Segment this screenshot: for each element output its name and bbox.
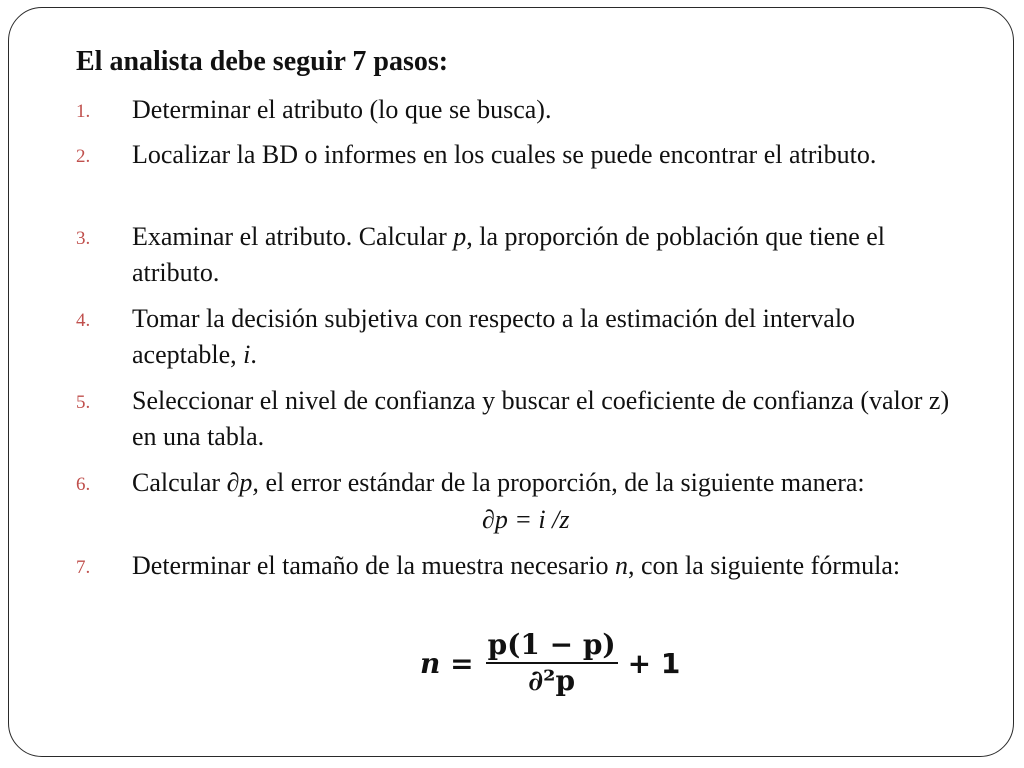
formula-denominator: ∂²p — [528, 664, 576, 697]
step-text: Seleccionar el nivel de confianza y buscar el coeficiente de confianza (valor z) en una tabla. — [132, 386, 950, 451]
step-text: Examinar el atributo. Calcular p, la proporción de población que tiene el atributo. — [132, 222, 886, 287]
formula-fraction — [486, 628, 618, 698]
step-text: Calcular ∂p, el error estándar de la proporción, de la siguiente manera: — [132, 468, 865, 497]
step-number: 2. — [76, 146, 91, 167]
sample-size-formula — [420, 624, 680, 702]
standard-error-formula: ∂p = i /z — [482, 505, 570, 534]
step-text: Determinar el tamaño de la muestra necesario n, con la siguiente fórmula: — [132, 551, 901, 580]
step-text: Tomar la decisión subjetiva con respecto a la estimación del intervalo aceptable, i. — [132, 304, 856, 369]
slide-heading: El analista debe seguir 7 pasos: — [76, 46, 449, 77]
step-number: 5. — [76, 392, 91, 413]
step-number: 7. — [76, 557, 91, 578]
step-text: Determinar el atributo (lo que se busca). — [132, 95, 552, 124]
step-number: 6. — [76, 474, 91, 495]
formula-numerator: p(1 − p) — [486, 628, 618, 664]
formula-rhs: + 1 — [627, 646, 681, 680]
step-number: 4. — [76, 310, 91, 331]
step-number: 3. — [76, 228, 91, 249]
step-text: Localizar la BD o informes en los cuales se puede encontrar el atributo. — [132, 140, 877, 169]
step-number: 1. — [76, 101, 91, 122]
formula-lhs: n = — [420, 646, 474, 680]
